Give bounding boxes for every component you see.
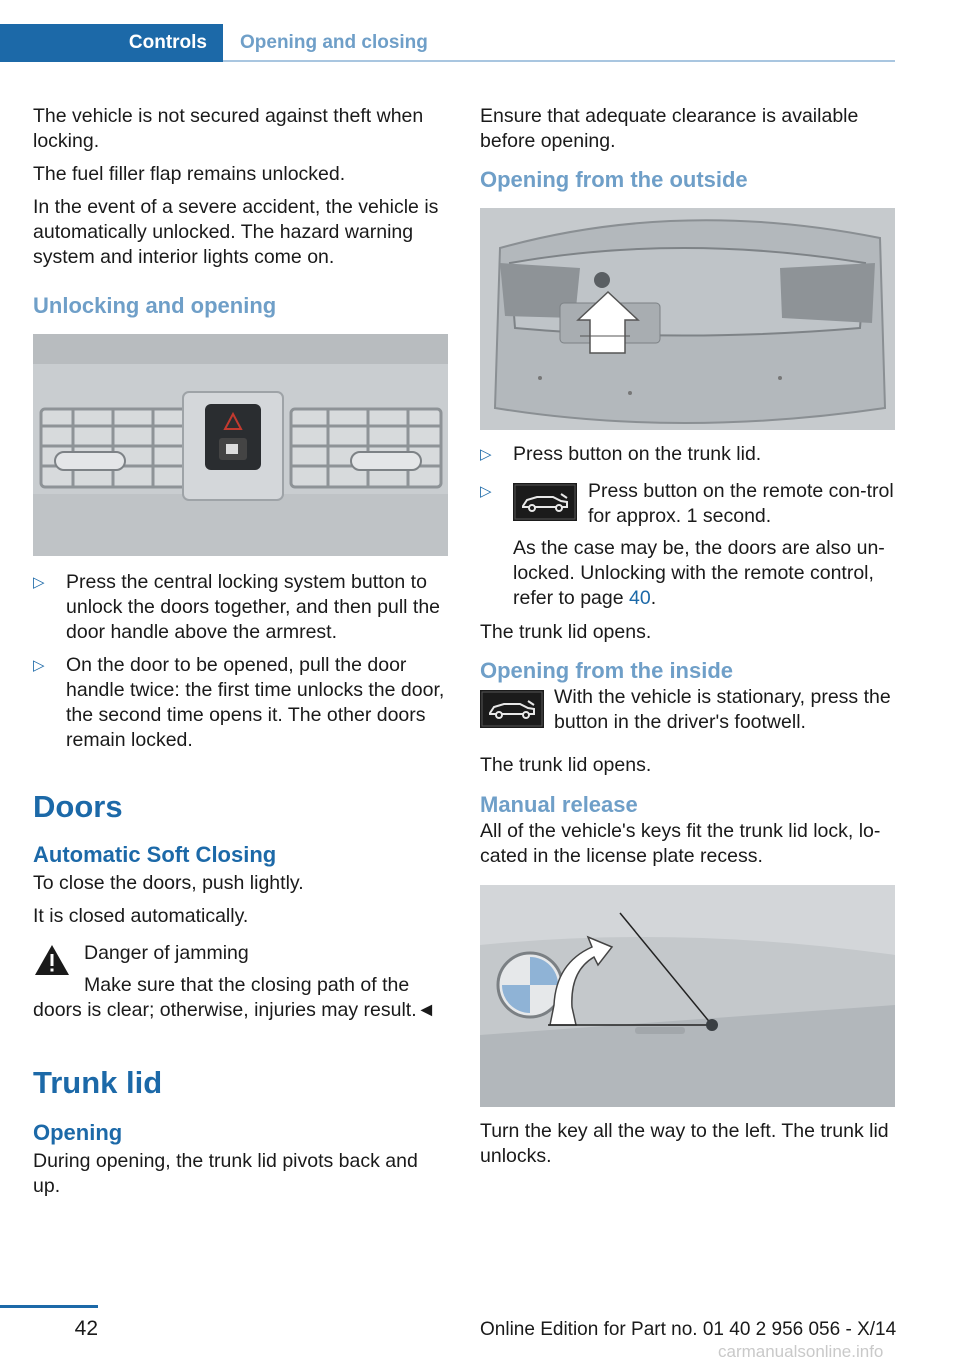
doors-heading: Doors [33, 789, 123, 824]
remote-trunk-button-icon [513, 483, 577, 521]
footer-rule [0, 1305, 98, 1308]
soft-closing-text: To close the doors, push lightly. [33, 872, 304, 894]
warning-text: Make sure that the closing path of the doors is clear; otherwise, injuries may result.◄ [33, 974, 436, 1021]
bullet-text: On the door to be opened, pull the door handle twice: the first time unlocks the door, the second time opens it. The other doors remain locked. [66, 654, 445, 751]
remote-note-end: . [650, 587, 657, 609]
page-number: 42 [74, 1317, 98, 1340]
manual-release-heading: Manual release [480, 792, 638, 817]
theft-note: The vehicle is not secured against theft when locking. [33, 105, 424, 152]
triangle-bullet-icon: ▷ [480, 446, 492, 463]
opening-heading: Opening [33, 1120, 123, 1145]
bullet-text: Press button on the trunk lid. [513, 443, 762, 465]
opening-text: During opening, the trunk lid pivots back and up. [33, 1150, 418, 1197]
right-column [480, 100, 896, 1169]
inside-heading: Opening from the inside [480, 658, 734, 683]
bullet-text: Press the central locking system button to unlock the doors together, and then pull the door handle above the armrest. [66, 571, 441, 643]
outside-heading: Opening from the outside [480, 167, 748, 192]
triangle-bullet-icon: ▷ [480, 483, 492, 500]
manual-release-figure [480, 885, 895, 1107]
bullet-text: Press button on the remote con-trol for approx. 1 second. [588, 480, 894, 527]
inside-block [480, 685, 896, 739]
central-locking-figure [33, 334, 448, 556]
list-item [33, 570, 449, 645]
list-item [33, 653, 449, 753]
header-rule [223, 60, 895, 62]
chapter-tab: Controls [0, 24, 223, 62]
accident-note: In the event of a severe accident, the vehicle is automatically unlocked. The hazard warning system and interior lights come on. [33, 196, 439, 268]
watermark: carmanualsonline.info [718, 1342, 884, 1361]
fuel-flap-note: The fuel filler flap remains unlocked. [33, 163, 346, 185]
page-reference-link[interactable]: 40 [629, 587, 651, 609]
warning-triangle-icon [33, 943, 71, 977]
triangle-bullet-icon: ▷ [33, 657, 45, 674]
soft-closing-text-2: It is closed automatically. [33, 905, 249, 927]
warning-title: Danger of jamming [84, 942, 249, 964]
triangle-bullet-icon: ▷ [33, 574, 45, 591]
list-item [480, 442, 896, 467]
trunk-lid-heading: Trunk lid [33, 1065, 163, 1100]
edition-text: Online Edition for Part no. 01 40 2 956 056 - X/14 [480, 1319, 897, 1340]
manual-release-text: All of the vehicle's keys fit the trunk lid lock, lo-cated in the license plate recess. [480, 820, 881, 867]
remote-note-text: As the case may be, the doors are also un-locked. Unlocking with the remote control, refer to page [513, 537, 885, 609]
turn-key-text: Turn the key all the way to the left. The trunk lid unlocks. [480, 1120, 889, 1167]
list-item [480, 479, 896, 529]
inside-text: With the vehicle is stationary, press the button in the driver's footwell. [554, 686, 891, 733]
soft-closing-heading: Automatic Soft Closing [33, 842, 277, 867]
trunk-outside-figure [480, 208, 895, 430]
left-column [33, 100, 449, 1199]
warning-block [33, 941, 449, 1023]
trunk-opens-text: The trunk lid opens. [480, 621, 652, 643]
page-header [0, 24, 895, 62]
trunk-opens-text-2: The trunk lid opens. [480, 754, 652, 776]
clearance-note: Ensure that adequate clearance is available before opening. [480, 105, 859, 152]
footwell-trunk-button-icon [480, 690, 544, 728]
section-title: Opening and closing [240, 32, 428, 53]
unlocking-heading: Unlocking and opening [33, 293, 277, 318]
remote-note [480, 536, 896, 611]
